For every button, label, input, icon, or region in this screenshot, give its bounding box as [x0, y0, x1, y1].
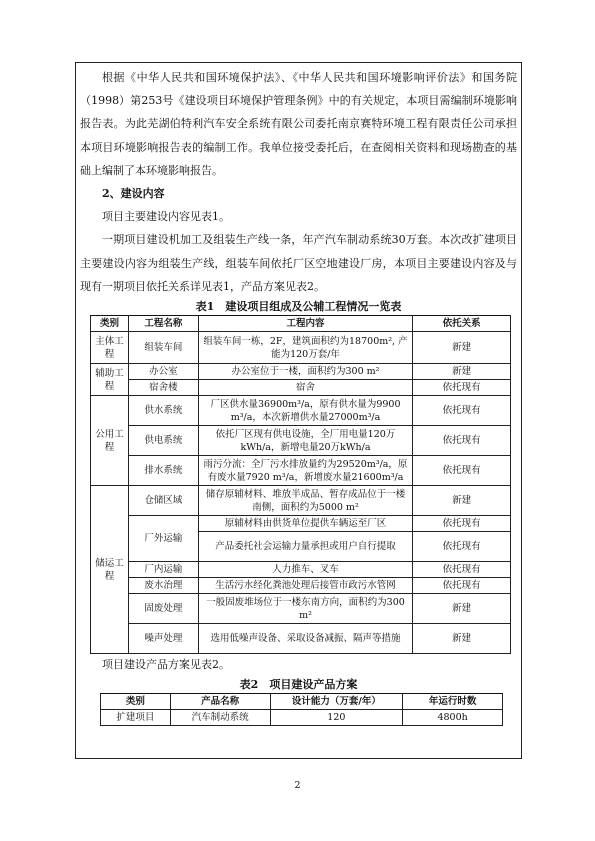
product-name-cell: 汽车制动系统	[170, 710, 270, 726]
table-row	[91, 578, 511, 594]
table-row	[91, 562, 511, 578]
table2	[100, 693, 503, 726]
content-cell: 依托厂区现有供电设施，全厂用电量120万kWh/a，新增电量20万kWh/a	[198, 426, 413, 456]
relation-cell: 依托现有	[413, 380, 511, 396]
content-cell: 储存原辅材料、堆放半成品、暂存成品位于一楼南侧，面积约为5000 m²	[198, 486, 413, 516]
table2-header: 年运行时数	[403, 694, 503, 710]
table2-header: 类别	[101, 694, 171, 710]
table1-header: 工程内容	[198, 316, 413, 332]
table-row	[91, 364, 511, 380]
paragraph-intro: 根据《中华人民共和国环境保护法》、《中华人民共和国环境影响评价法》和国务院（1998）第253号《建设项目环境保护管理条例》中的有关规定，本项目需编制环境影响报告表。为此芜湖伯特利汽车安全系统有限公司委托南京赛特环境工程有限责任公司承担本项目环境影响报告表的编制工作。我单位接受委托后，在查阅相关资料和现场勘查的基础上编制了本环境影响报告。	[80, 71, 517, 177]
relation-cell: 依托现有	[413, 578, 511, 594]
project-name-cell: 排水系统	[128, 456, 198, 486]
runtime-cell: 4800h	[403, 710, 503, 726]
content-cell: 原辅材料由供货单位提供车辆运至厂区	[198, 516, 413, 532]
project-name-cell: 厂内运输	[128, 562, 198, 578]
table1-header: 工程名称	[128, 316, 198, 332]
capacity-cell: 120	[270, 710, 403, 726]
project-name-cell: 厂外运输	[128, 516, 198, 562]
table1-header: 依托关系	[413, 316, 511, 332]
table-row	[91, 594, 511, 624]
project-name-cell: 固废处理	[128, 594, 198, 624]
table2-header: 产品名称	[170, 694, 270, 710]
content-cell: 厂区供水量36900m³/a，原有供水量为9900 m³/a，本次新增供水量27000m³/a	[198, 396, 413, 426]
table-row	[91, 516, 511, 532]
project-name-cell: 宿舍楼	[128, 380, 198, 396]
paragraph-product-ref: 项目建设产品方案见表2。	[102, 658, 230, 672]
category-cell: 储运工程	[91, 486, 129, 654]
content-cell: 一般固废堆场位于一楼东南方向，面积约为300 m²	[198, 594, 413, 624]
content-cell: 宿舍	[198, 380, 413, 396]
category-cell: 公用工程	[91, 396, 129, 486]
table-row	[91, 426, 511, 456]
table-row	[91, 380, 511, 396]
relation-cell: 依托现有	[413, 562, 511, 578]
table-row	[91, 486, 511, 516]
paragraph-project-desc: 一期项目建设机加工及组装生产线一条，年产汽车制动系统30万套。本次改扩建项目主要建设内容为组装生产线，组装车间依托厂区空地建设厂房，本项目主要建设内容及与现有一期项目依托关系详见表1，产品方案见表2。	[80, 233, 517, 293]
project-name-cell: 仓储区域	[128, 486, 198, 516]
paragraph-content-ref: 项目主要建设内容见表1。	[102, 210, 230, 224]
content-cell: 办公室位于一楼，面积约为300 m²	[198, 364, 413, 380]
content-cell: 选用低噪声设备、采取设备减振、隔声等措施	[198, 624, 413, 654]
table1-caption: 表1 建设项目组成及公辅工程情况一览表	[195, 300, 402, 314]
category-cell: 主体工程	[91, 332, 129, 364]
content-cell: 组装车间一栋，2F，建筑面积约为18700m², 产能为120万套/年	[198, 332, 413, 364]
content-cell: 生活污水经化粪池处理后接管市政污水管网	[198, 578, 413, 594]
relation-cell: 新建	[413, 486, 511, 516]
document-body	[80, 66, 517, 726]
project-name-cell: 组装车间	[128, 332, 198, 364]
relation-cell: 新建	[413, 332, 511, 364]
relation-cell: 依托现有	[413, 456, 511, 486]
project-name-cell: 废水治理	[128, 578, 198, 594]
relation-cell: 依托现有	[413, 532, 511, 562]
section-heading: 2、建设内容	[102, 187, 165, 201]
table-row	[91, 396, 511, 426]
table1-header: 类别	[91, 316, 129, 332]
category-cell: 扩建项目	[101, 710, 171, 726]
relation-cell: 依托现有	[413, 516, 511, 532]
project-name-cell: 办公室	[128, 364, 198, 380]
content-cell: 产品委托社会运输力量承担或用户自行提取	[198, 532, 413, 562]
table-row	[91, 624, 511, 654]
table1	[90, 315, 511, 654]
content-cell: 人力推车、叉车	[198, 562, 413, 578]
relation-cell: 新建	[413, 624, 511, 654]
category-cell: 辅助工程	[91, 364, 129, 396]
project-name-cell: 噪声处理	[128, 624, 198, 654]
project-name-cell: 供电系统	[128, 426, 198, 456]
relation-cell: 依托现有	[413, 396, 511, 426]
table2-caption: 表2 项目建设产品方案	[239, 678, 358, 692]
relation-cell: 新建	[413, 594, 511, 624]
table-row	[91, 332, 511, 364]
table-row	[91, 456, 511, 486]
table-row	[101, 710, 503, 726]
relation-cell: 新建	[413, 364, 511, 380]
content-cell: 雨污分流：全厂污水排放量约为29520m³/a，原有废水量7920 m³/a，新增废水量21600m³/a	[198, 456, 413, 486]
table2-header: 设计能力（万套/年）	[270, 694, 403, 710]
project-name-cell: 供水系统	[128, 396, 198, 426]
page-number: 2	[294, 780, 301, 791]
relation-cell: 依托现有	[413, 426, 511, 456]
